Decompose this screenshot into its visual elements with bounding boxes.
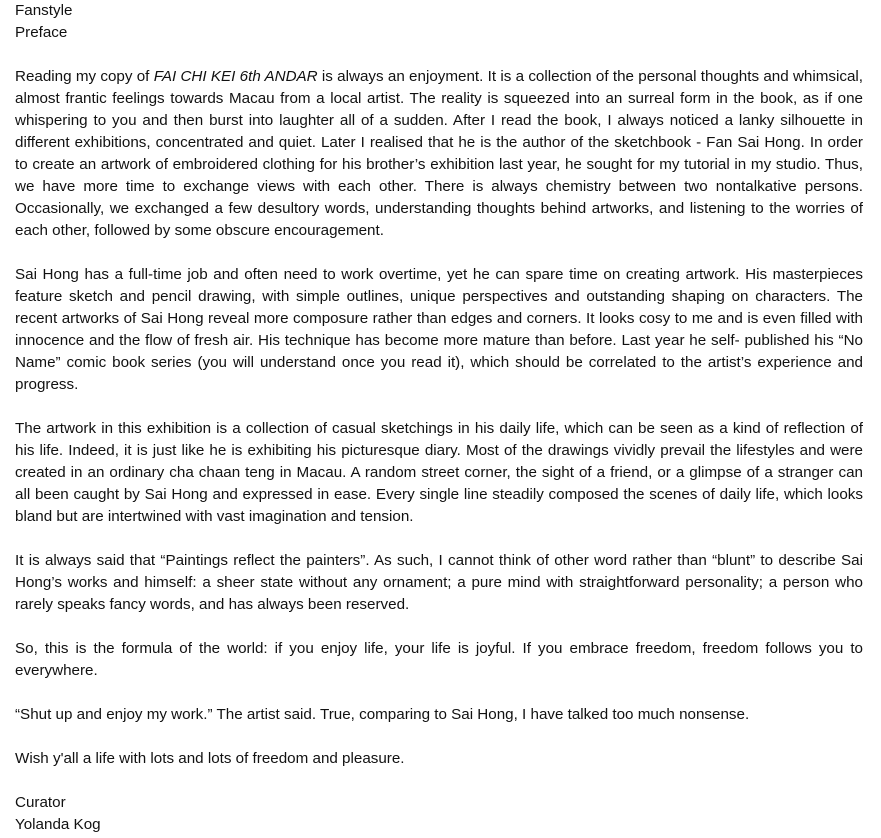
paragraph-exhibition: The artwork in this exhibition is a collection of casual sketchings in his daily life, which can be seen as a kind of reflection of his life. Indeed, it is just like he is exhibiting his picturesque diary. Most of the drawings vividly prevail the lifestyles and were created in an ordinary cha chaan teng in Macau. A random street corner, the sight of a friend, or a glimpse of a stranger can all been caught by Sai Hong and expressed in ease. Every single line steadily composed the scenes of daily life, which looks bland but are intertwined with vast imagination and tension. <box>15 420 863 525</box>
signature-name: Yolanda Kog <box>15 816 101 833</box>
paragraph-spacer <box>15 242 863 264</box>
paragraph-wish: Wish y'all a life with lots and lots of freedom and pleasure. <box>15 750 405 767</box>
book-title: FAI CHI KEI 6th ANDAR <box>153 68 318 85</box>
paragraph-spacer <box>15 616 863 638</box>
paragraph-spacer <box>15 396 863 418</box>
paragraph-intro <box>15 66 863 242</box>
paragraph-spacer <box>15 528 863 550</box>
paragraph-intro-rest: is always an enjoyment. It is a collection of the personal thoughts and whimsical, almost frantic feelings towards Macau from a local artist. The reality is squeezed into an surreal form in the book, as if one whispering to you and then burst into laughter all of a sudden. After I read the book, I always noticed a lanky silhouette in different exhibitions, concentrated and quiet. Later I realised that he is the author of the sketchbook - Fan Sai Hong. In order to create an artwork of embroidered clothing for his brother’s exhibition last year, he sought for my tutorial in my studio. Thus, we have more time to exchange views with each other. There is always chemistry between two nontalkative persons. Occasionally, we exchanged a few desultory words, understanding thoughts behind artworks, and listening to the worries of each other, followed by some obscure encouragement. <box>15 68 863 239</box>
paragraph-intro-lead: Reading my copy of <box>15 68 154 85</box>
paragraph-artist: Sai Hong has a full-time job and often need to work overtime, yet he can spare time on creating artwork. His masterpieces feature sketch and pencil drawing, with simple outlines, unique perspectives and outstanding shaping on characters. The recent artworks of Sai Hong reveal more composure rather than edges and corners. It looks cosy to me and is even filled with innocence and the flow of fresh air. His technique has become more mature than before. Last year he self- published his “No Name” comic book series (you will understand once you read it), which should be correlated to the artist’s experience and progress. <box>15 266 863 393</box>
paragraph-quote: “Shut up and enjoy my work.” The artist said. True, comparing to Sai Hong, I have talked too much nonsense. <box>15 706 750 723</box>
paragraph-reflection: It is always said that “Paintings reflect the painters”. As such, I cannot think of other word rather than “blunt” to describe Sai Hong’s works and himself: a sheer state without any ornament; a pure mind with straightforward personality; a person who rarely speaks fancy words, and has always been reserved. <box>15 552 863 613</box>
paragraph-spacer <box>15 770 863 792</box>
signature-role: Curator <box>15 794 66 811</box>
section-title: Preface <box>15 24 68 41</box>
paragraph-spacer <box>15 44 863 66</box>
document-label: Fanstyle <box>15 2 73 19</box>
paragraph-spacer <box>15 682 863 704</box>
paragraph-formula: So, this is the formula of the world: if you enjoy life, your life is joyful. If you embrace freedom, freedom follows you to everywhere. <box>15 640 863 679</box>
paragraph-spacer <box>15 726 863 748</box>
document-body <box>15 0 863 836</box>
